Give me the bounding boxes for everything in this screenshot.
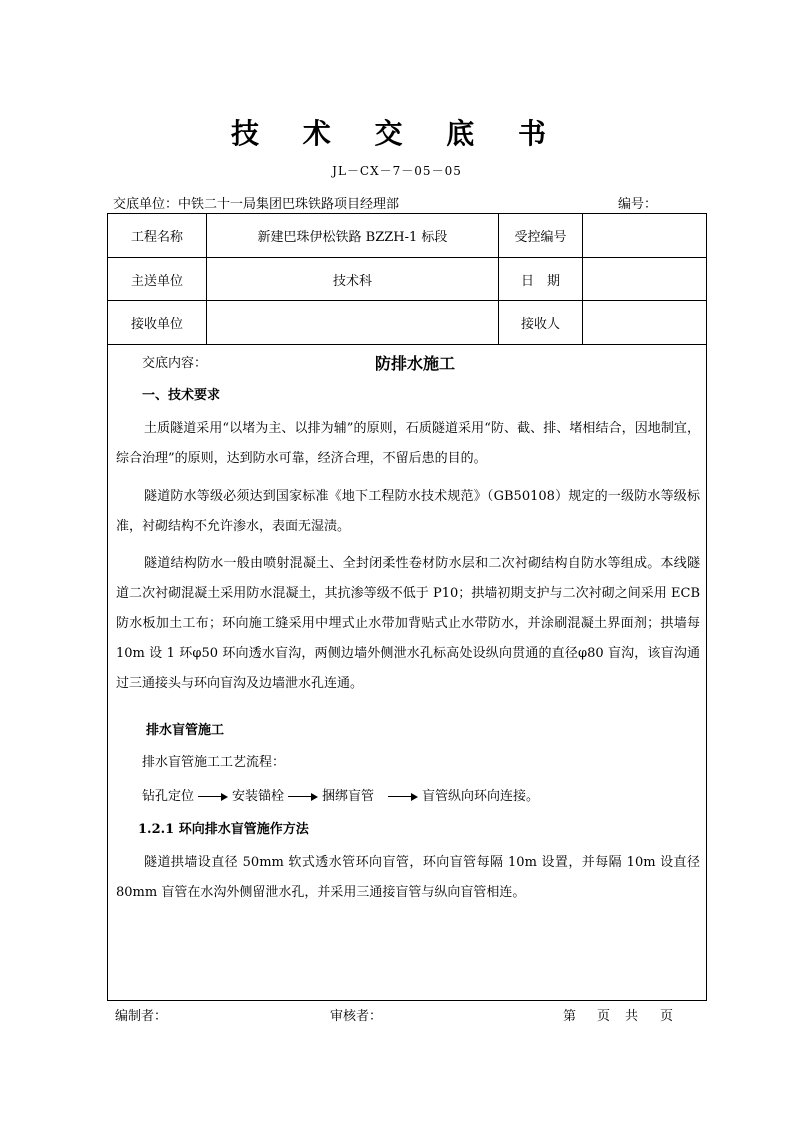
total-unit-label: 页 — [660, 1009, 674, 1024]
content-label: 交底内容： — [142, 356, 208, 371]
paragraph: 隧道结构防水一般由喷射混凝土、全封闭柔性卷材防水层和二次衬砌结构自防水等组成。本线隧道二次衬砌混凝土采用防水混凝土，其抗渗等级不低于 P10；拱墙初期支护与二次衬砌之间采用 ECB 防水板加土工布；环向施工缝采用中埋式止水带加背贴式止水带防水，并涂刷混凝土界面剂；拱墙每 10m 设 1 环φ50 环向透水盲沟，两侧边墙外侧泄水孔标高处设纵向贯通的直径φ80 盲沟，该盲沟通过三通接头与环向盲沟及边墙泄水孔连通。 — [116, 556, 700, 691]
send-unit-label: 主送单位 — [130, 274, 183, 289]
receive-unit-value — [207, 301, 498, 344]
control-number-label: 受控编号 — [514, 230, 567, 245]
paragraph: 隧道拱墙设直径 50mm 软式透水管环向盲管，环向盲管每隔 10m 设置，并每隔 10m 设直径 80mm 盲管在水沟外侧留泄水孔，并采用三通接盲管与纵向盲管相连。 — [116, 855, 700, 900]
editor-label: 编制者： — [115, 1009, 168, 1024]
paragraph: 土质隧道采用“以堵为主、以排为辅”的原则，石质隧道采用“防、截、排、堵相结合，因地制宜，综合治理”的原则，达到防水可靠，经济合理，不留后患的目的。 — [116, 421, 700, 466]
project-name-value: 新建巴珠伊松铁路 BZZH-1 标段 — [257, 230, 448, 245]
flow-step: 盲管纵向环向连接。 — [422, 789, 540, 804]
arrow-right-icon — [198, 792, 228, 802]
reviewer-label: 审核者： — [330, 1009, 383, 1024]
receiver-value — [583, 301, 706, 344]
receiver-label: 接收人 — [520, 317, 560, 332]
process-flow — [142, 782, 539, 812]
arrow-right-icon — [288, 792, 318, 802]
flow-step: 捆绑盲管 — [322, 789, 375, 804]
row-divider — [108, 344, 706, 345]
section-title: 一、技术要求 — [142, 388, 221, 403]
page-number-label: 第 — [563, 1009, 577, 1024]
paragraph: 隧道防水等级必须达到国家标准《地下工程防水技术规范》（GB50108）规定的一级防水等级标准，衬砌结构不允许渗水，表面无湿渍。 — [116, 489, 700, 534]
issuing-unit: 交底单位：中铁二十一局集团巴珠铁路项目经理部 — [113, 197, 400, 212]
form-frame — [107, 213, 707, 1001]
page-unit-label: 页 — [597, 1009, 611, 1024]
document-title: 技 术 交 底 书 — [231, 117, 563, 150]
document-code: JL－CX－7－05－05 — [332, 164, 462, 178]
total-pages-label: 共 — [625, 1009, 639, 1024]
date-label: 日 期 — [520, 274, 560, 289]
number-label: 编号： — [618, 197, 658, 212]
send-unit-value: 技术科 — [332, 274, 372, 289]
flow-label: 排水盲管施工工艺流程： — [142, 755, 286, 770]
flow-step: 钻孔定位 — [142, 789, 195, 804]
arrow-right-icon — [388, 792, 418, 802]
receive-unit-label: 接收单位 — [130, 317, 183, 332]
date-value — [583, 258, 706, 301]
content-heading: 防排水施工 — [375, 354, 456, 373]
flow-step: 安装锚栓 — [232, 789, 285, 804]
project-name-label: 工程名称 — [130, 230, 183, 245]
section-title: 排水盲管施工 — [146, 723, 225, 738]
control-number-value — [583, 214, 706, 257]
section-title: 1.2.1 环向排水盲管施作方法 — [138, 822, 309, 837]
